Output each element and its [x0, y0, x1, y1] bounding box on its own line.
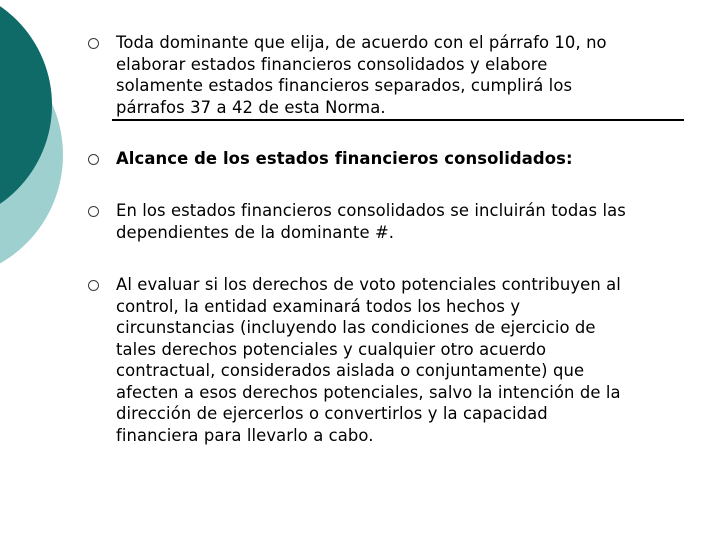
- horizontal-rule: [112, 119, 684, 121]
- circle-bullet-icon: [88, 154, 99, 165]
- circle-bullet-icon: [88, 38, 99, 49]
- decorative-circles: [0, 0, 80, 300]
- circle-bullet-icon: [88, 280, 99, 291]
- circle-bullet-icon: [88, 206, 99, 217]
- paragraph-dependientes: En los estados financieros consolidados se incluirán todas las dependientes de la dominante #.: [116, 201, 626, 242]
- paragraph-dominante: Toda dominante que elija, de acuerdo con el párrafo 10, no elaborar estados financieros consolidados y elabore solamente estados financieros separados, cumplirá los párrafos 37 a 42 de esta Norma.: [116, 33, 607, 117]
- paragraph-derechos-voto: Al evaluar si los derechos de voto potenciales contribuyen al control, la entidad examinará todos los hechos y circunstancias (incluyendo las condiciones de ejercicio de tales derechos potenciales y cualquier otro acuerdo contractual, considerados aislada o conjuntamente) que afecten a esos derechos potenciales, salvo la intención de la dirección de ejercerlos o convertirlos y la capacidad financiera para llevarlo a cabo.: [116, 275, 621, 445]
- section-heading-alcance: Alcance de los estados financieros consolidados:: [116, 149, 573, 168]
